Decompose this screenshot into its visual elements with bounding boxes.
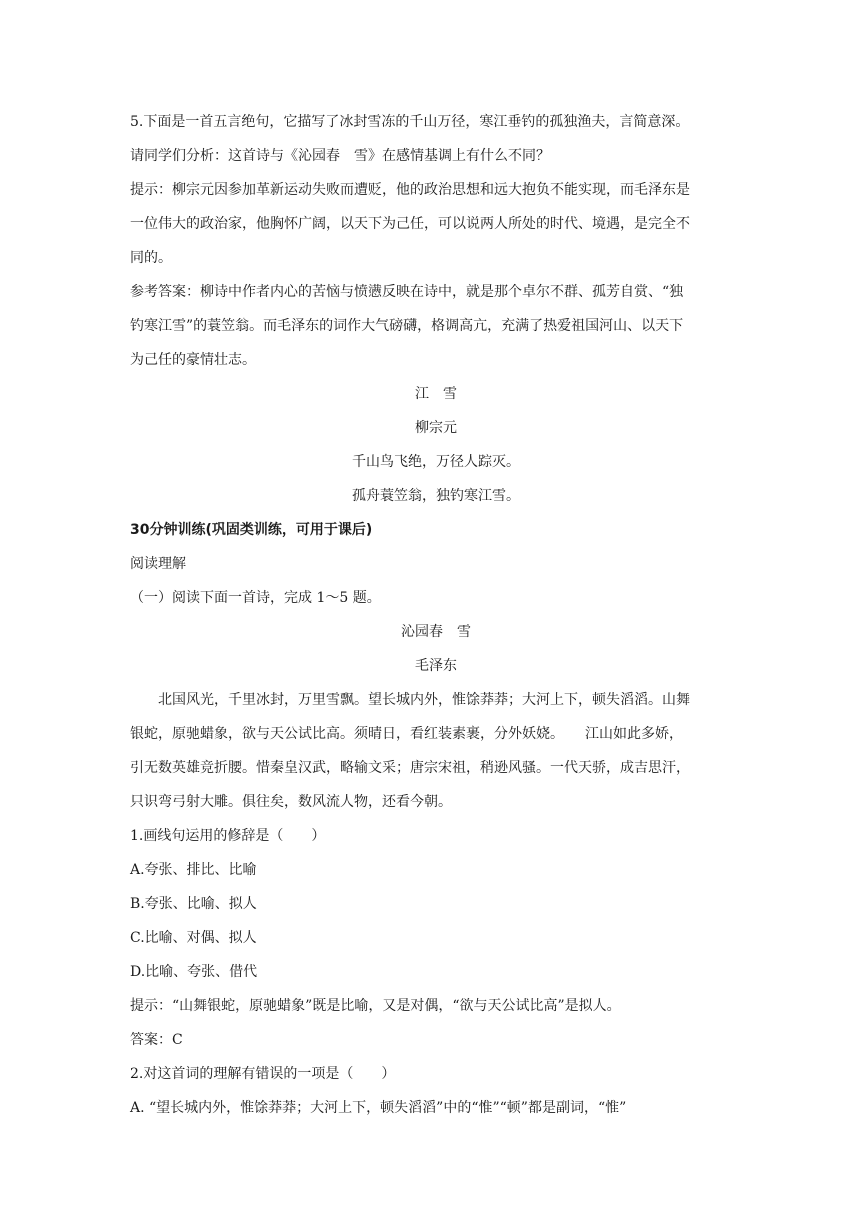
poem2-paragraph-line-3: 引无数英雄竞折腰。惜秦皇汉武，略输文采；唐宗宋祖，稍逊风骚。一代天骄，成吉思汗，	[130, 760, 690, 776]
poem2-paragraph-line-2: 银蛇，原驰蜡象，欲与天公试比高。须晴日，看红装素裹，分外妖娆。 江山如此多娇，	[130, 726, 683, 742]
q1-stem: 1.画线句运用的修辞是（ ）	[130, 828, 326, 844]
q5-answer-line-3: 为己任的豪情壮志。	[130, 352, 256, 368]
q5-answer-line-2: 钓寒江雪”的蓑笠翁。而毛泽东的词作大气磅礴，格调高亢，充满了热爱祖国河山、以天下	[130, 318, 684, 334]
section-intro: （一）阅读下面一首诗，完成 1～5 题。	[130, 590, 381, 606]
q5-line-1: 5.下面是一首五言绝句，它描写了冰封雪冻的千山万径，寒江垂钓的孤独渔夫，言简意深。	[130, 114, 690, 130]
poem2-author: 毛泽东	[415, 658, 457, 674]
poem2-paragraph-line-4: 只识弯弓射大雕。俱往矣，数风流人物，还看今朝。	[130, 794, 452, 810]
q5-hint-line-3: 同的。	[130, 250, 172, 266]
poem2-paragraph-line-1: 北国风光，千里冰封，万里雪飘。望长城内外，惟馀莽莽；大河上下，顿失滔滔。山舞	[158, 692, 690, 708]
section-subheading: 阅读理解	[130, 556, 186, 572]
q5-hint-line-1: 提示：柳宗元因参加革新运动失败而遭贬，他的政治思想和远大抱负不能实现，而毛泽东是	[130, 182, 690, 198]
q1-hint: 提示：“山舞银蛇，原驰蜡象”既是比喻，又是对偶，“欲与天公试比高”是拟人。	[130, 998, 621, 1014]
q1-option-d: D.比喻、夸张、借代	[130, 964, 258, 980]
poem1-title: 江 雪	[415, 386, 457, 402]
q1-option-c: C.比喻、对偶、拟人	[130, 930, 257, 946]
poem1-line-2: 孤舟蓑笠翁，独钓寒江雪。	[352, 488, 520, 504]
section-heading: 30分钟训练(巩固类训练，可用于课后)	[130, 522, 373, 538]
q5-answer-line-1: 参考答案：柳诗中作者内心的苦恼与愤懑反映在诗中，就是那个卓尔不群、孤芳自赏、“独	[130, 284, 684, 300]
q1-option-a: A.夸张、排比、比喻	[130, 862, 257, 878]
q1-option-b: B.夸张、比喻、拟人	[130, 896, 257, 912]
poem1-line-1: 千山鸟飞绝，万径人踪灭。	[352, 454, 520, 470]
poem1-author: 柳宗元	[415, 420, 457, 436]
q5-hint-line-2: 一位伟大的政治家，他胸怀广阔，以天下为己任，可以说两人所处的时代、境遇，是完全不	[130, 216, 690, 232]
q1-answer: 答案：C	[130, 1032, 183, 1048]
q5-line-2: 请同学们分析：这首诗与《沁园春 雪》在感情基调上有什么不同？	[130, 148, 550, 164]
q2-stem: 2.对这首词的理解有错误的一项是（ ）	[130, 1066, 396, 1082]
poem2-title: 沁园春 雪	[401, 624, 471, 640]
q2-option-a: A. “望长城内外，惟馀莽莽；大河上下，顿失滔滔”中的“惟”“顿”都是副词，“惟”	[130, 1100, 627, 1116]
